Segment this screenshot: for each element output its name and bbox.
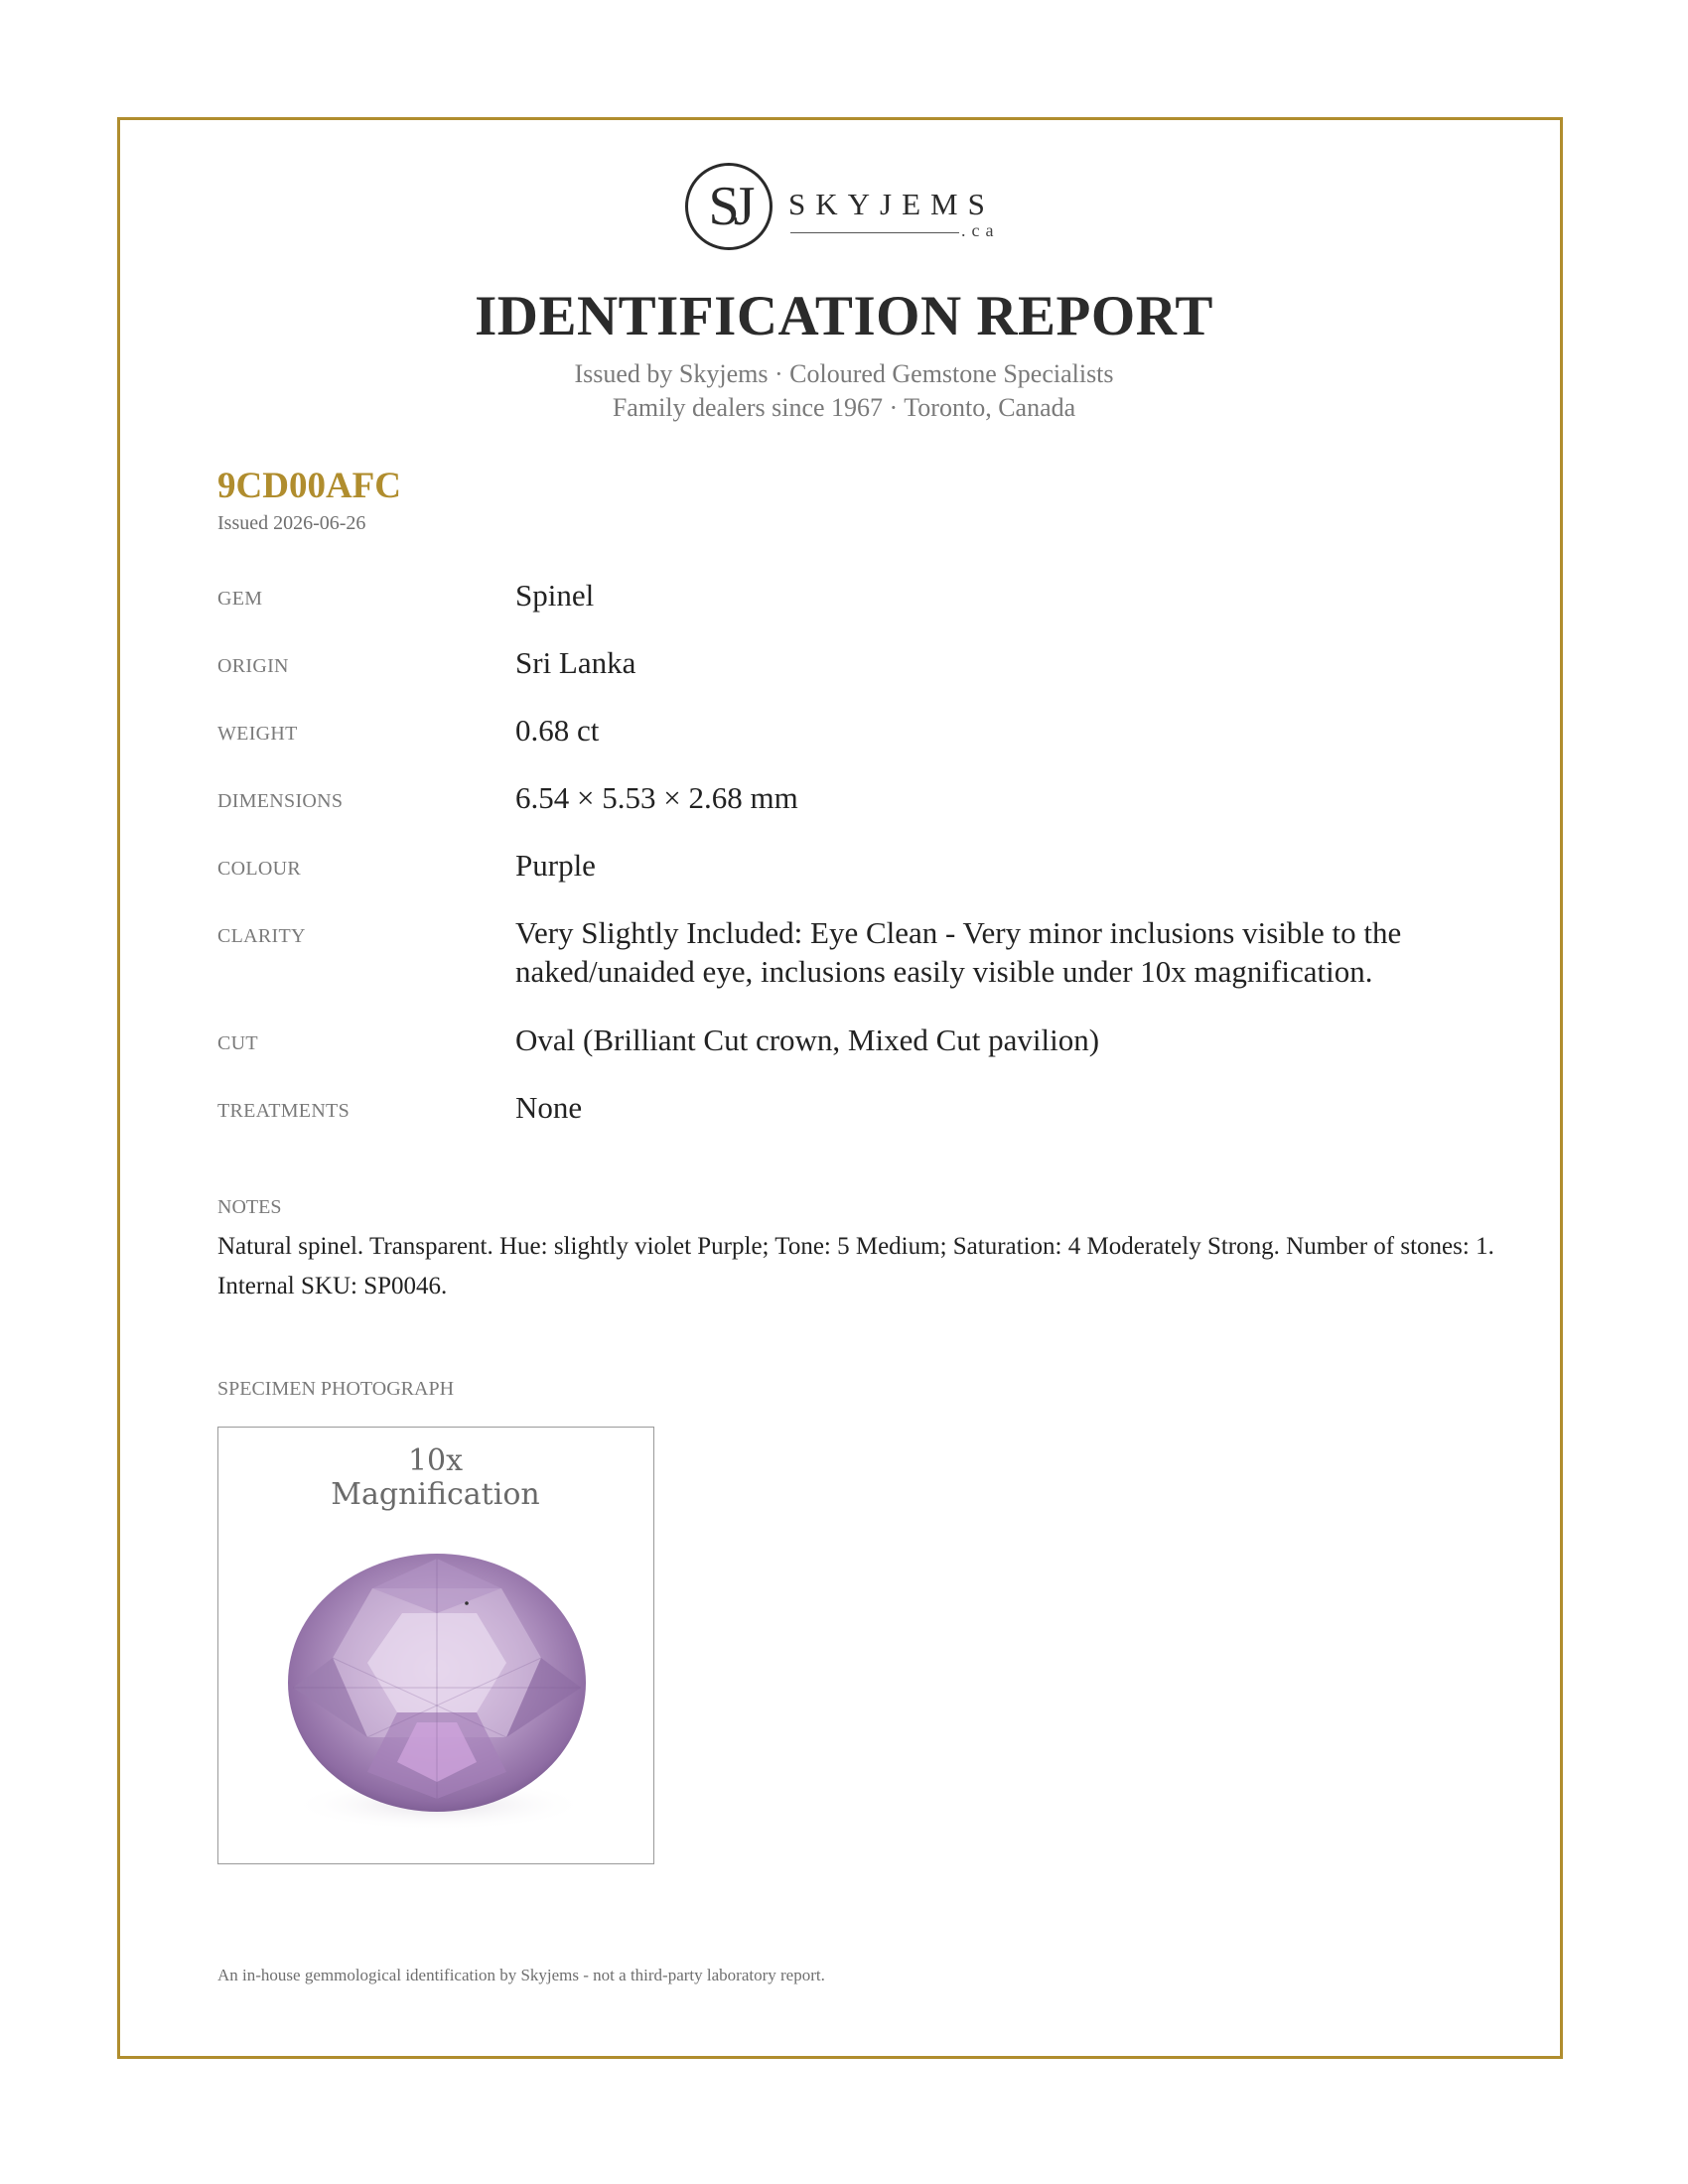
field-value: Sri Lanka (515, 645, 636, 680)
field-label: GEM (217, 588, 263, 610)
issuer-line: Issued by Skyjems · Coloured Gemstone Specialists (574, 359, 1114, 388)
field-label: ORIGIN (217, 655, 289, 677)
brand-suffix: .ca (961, 220, 1000, 240)
magnification-level: 10x (407, 1443, 464, 1478)
field-label: DIMENSIONS (217, 790, 344, 812)
report-id: 9CD00AFC (217, 466, 401, 506)
field-value: Spinel (515, 578, 595, 613)
field-value: 6.54 × 5.53 × 2.68 mm (515, 780, 798, 815)
field-label: COLOUR (217, 858, 302, 880)
disclaimer: An in-house gemmological identification by Skyjems - not a third-party laboratory report. (217, 1966, 825, 1984)
notes-text: Natural spinel. Transparent. Hue: slightly violet Purple; Tone: 5 Medium; Saturation: 4 Moderately Strong. Number of stones: 1. Internal SKU: SP0046. (217, 1233, 1494, 1299)
brand-name: SKYJEMS (788, 187, 995, 221)
gemstone-image (278, 1539, 596, 1837)
notes-label: NOTES (217, 1196, 282, 1218)
field-value: Oval (Brilliant Cut crown, Mixed Cut pavilion) (515, 1023, 1100, 1057)
field-value: 0.68 ct (515, 713, 600, 748)
brand-logo (685, 163, 1013, 266)
report-title: IDENTIFICATION REPORT (475, 285, 1213, 347)
field-label: CLARITY (217, 925, 306, 947)
magnification-caption: Magnification (331, 1477, 540, 1512)
monogram-icon: SJ (685, 163, 773, 250)
field-value: None (515, 1090, 583, 1125)
field-value: Very Slightly Included: Eye Clean - Very minor inclusions visible to the naked/unaided eye, inclusions easily visible under 10x magnification. (515, 915, 1402, 989)
issue-date: Issued 2026-06-26 (217, 512, 366, 534)
dealer-line: Family dealers since 1967 · Toronto, Canada (612, 393, 1076, 422)
field-label: WEIGHT (217, 723, 298, 745)
field-label: TREATMENTS (217, 1100, 350, 1122)
specimen-photo (217, 1427, 654, 1864)
brand-underline (790, 232, 959, 233)
field-label: CUT (217, 1032, 258, 1054)
photo-label: SPECIMEN PHOTOGRAPH (217, 1378, 455, 1400)
field-value: Purple (515, 848, 596, 883)
